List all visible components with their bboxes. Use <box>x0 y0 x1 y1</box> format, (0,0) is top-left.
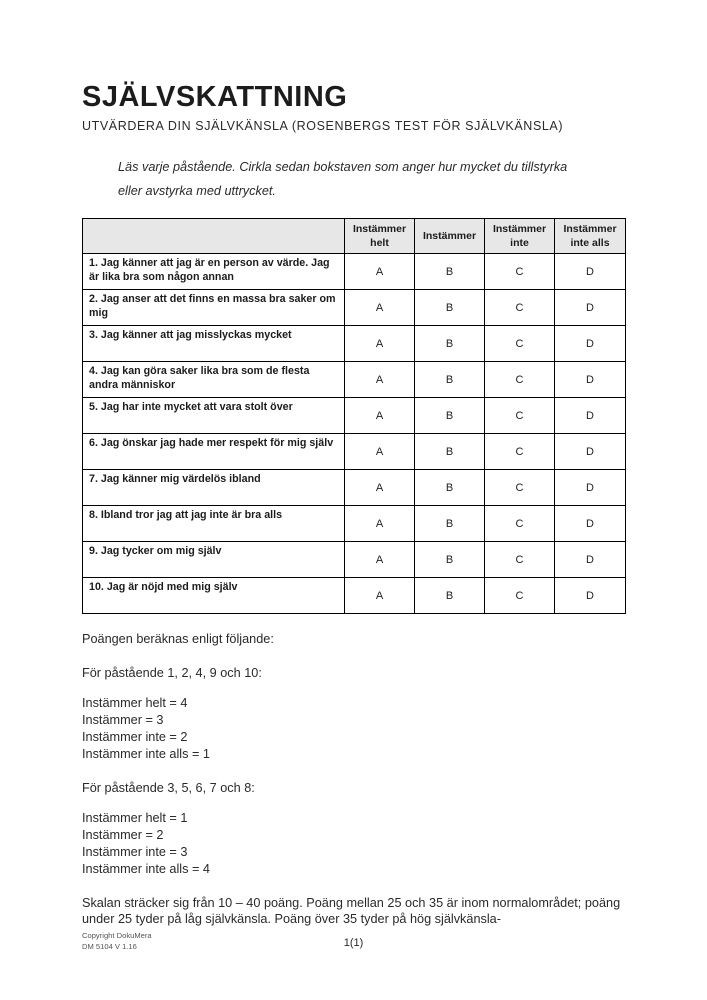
table-row <box>83 470 626 506</box>
option-cell-a: A <box>345 362 415 398</box>
question-cell: 2. Jag anser att det finns en massa bra saker om mig <box>83 290 345 326</box>
question-cell: 1. Jag känner att jag är en person av värde. Jag är lika bra som någon annan <box>83 254 345 290</box>
table-row <box>83 290 626 326</box>
scoring-line: Instämmer inte alls = 1 <box>82 747 210 762</box>
table-row <box>83 362 626 398</box>
option-cell-b: B <box>415 326 485 362</box>
option-cell-a: A <box>345 254 415 290</box>
table-row <box>83 434 626 470</box>
table-row <box>83 326 626 362</box>
scoring-group1-label: För påstående 1, 2, 4, 9 och 10: <box>82 666 262 681</box>
scoring-group2-label: För påstående 3, 5, 6, 7 och 8: <box>82 781 255 796</box>
page-title: SJÄLVSKATTNING <box>82 81 348 113</box>
question-cell: 5. Jag har inte mycket att vara stolt över <box>83 398 345 434</box>
header-cell: Instämmer inte alls <box>555 219 626 254</box>
option-cell-d: D <box>555 254 626 290</box>
scoring-line: Instämmer inte alls = 4 <box>82 862 210 877</box>
option-cell-c: C <box>485 542 555 578</box>
option-cell-b: B <box>415 506 485 542</box>
option-cell-d: D <box>555 362 626 398</box>
option-cell-c: C <box>485 254 555 290</box>
option-cell-c: C <box>485 470 555 506</box>
option-cell-c: C <box>485 578 555 614</box>
scoring-intro: Poängen beräknas enligt följande: <box>82 632 274 647</box>
scoring-section <box>82 632 625 927</box>
option-cell-d: D <box>555 542 626 578</box>
option-cell-a: A <box>345 506 415 542</box>
table-row <box>83 506 626 542</box>
table-row <box>83 542 626 578</box>
option-cell-d: D <box>555 434 626 470</box>
page-number: 1(1) <box>343 936 364 949</box>
option-cell-c: C <box>485 326 555 362</box>
option-cell-c: C <box>485 362 555 398</box>
header-cell-empty <box>83 219 345 254</box>
scoring-line: Instämmer = 3 <box>82 713 164 728</box>
footer-doc-id: DM 5104 V 1.16 <box>82 941 137 951</box>
questionnaire-table <box>82 218 626 614</box>
question-cell: 9. Jag tycker om mig själv <box>83 542 345 578</box>
question-cell: 4. Jag kan göra saker lika bra som de flesta andra människor <box>83 362 345 398</box>
option-cell-d: D <box>555 578 626 614</box>
option-cell-d: D <box>555 326 626 362</box>
option-cell-a: A <box>345 398 415 434</box>
option-cell-c: C <box>485 434 555 470</box>
scoring-line: Instämmer = 2 <box>82 828 164 843</box>
option-cell-b: B <box>415 290 485 326</box>
question-cell: 6. Jag önskar jag hade mer respekt för mig själv <box>83 434 345 470</box>
option-cell-d: D <box>555 470 626 506</box>
option-cell-d: D <box>555 290 626 326</box>
table-row <box>83 254 626 290</box>
option-cell-a: A <box>345 434 415 470</box>
instructions-text: Läs varje påstående. Cirkla sedan bokstaven som anger hur mycket du tillstyrka eller avstyrka med uttrycket. <box>118 160 568 198</box>
option-cell-c: C <box>485 398 555 434</box>
header-cell: Instämmer helt <box>345 219 415 254</box>
question-cell: 7. Jag känner mig värdelös ibland <box>83 470 345 506</box>
option-cell-a: A <box>345 470 415 506</box>
scale-note: Skalan sträcker sig från 10 – 40 poäng. Poäng mellan 25 och 35 är inom normalområdet; poäng under 25 tyder på låg självkänsla. Poäng över 35 tyder på hög självkänsla- <box>82 896 621 926</box>
document-footer <box>82 931 152 952</box>
option-cell-a: A <box>345 578 415 614</box>
header-cell: Instämmer <box>415 219 485 254</box>
question-cell: 8. Ibland tror jag att jag inte är bra alls <box>83 506 345 542</box>
header-cell: Instämmer inte <box>485 219 555 254</box>
table-row <box>83 578 626 614</box>
option-cell-b: B <box>415 434 485 470</box>
scoring-line: Instämmer helt = 4 <box>82 696 188 711</box>
option-cell-c: C <box>485 506 555 542</box>
option-cell-b: B <box>415 542 485 578</box>
page-subtitle: UTVÄRDERA DIN SJÄLVKÄNSLA (ROSENBERGS TEST FÖR SJÄLVKÄNSLA) <box>82 119 564 134</box>
scoring-group2-list <box>82 810 625 878</box>
option-cell-d: D <box>555 398 626 434</box>
option-cell-d: D <box>555 506 626 542</box>
option-cell-b: B <box>415 362 485 398</box>
option-cell-a: A <box>345 326 415 362</box>
option-cell-b: B <box>415 470 485 506</box>
question-cell: 10. Jag är nöjd med mig själv <box>83 578 345 614</box>
option-cell-a: A <box>345 290 415 326</box>
option-cell-a: A <box>345 542 415 578</box>
scoring-line: Instämmer inte = 2 <box>82 730 188 745</box>
scoring-line: Instämmer helt = 1 <box>82 811 188 826</box>
table-row <box>83 398 626 434</box>
option-cell-b: B <box>415 578 485 614</box>
option-cell-c: C <box>485 290 555 326</box>
table-header-row <box>83 219 626 254</box>
scoring-line: Instämmer inte = 3 <box>82 845 188 860</box>
option-cell-b: B <box>415 398 485 434</box>
question-cell: 3. Jag känner att jag misslyckas mycket <box>83 326 345 362</box>
footer-copyright: Copyright DokuMera <box>82 931 152 940</box>
option-cell-b: B <box>415 254 485 290</box>
scoring-group1-list <box>82 695 625 763</box>
